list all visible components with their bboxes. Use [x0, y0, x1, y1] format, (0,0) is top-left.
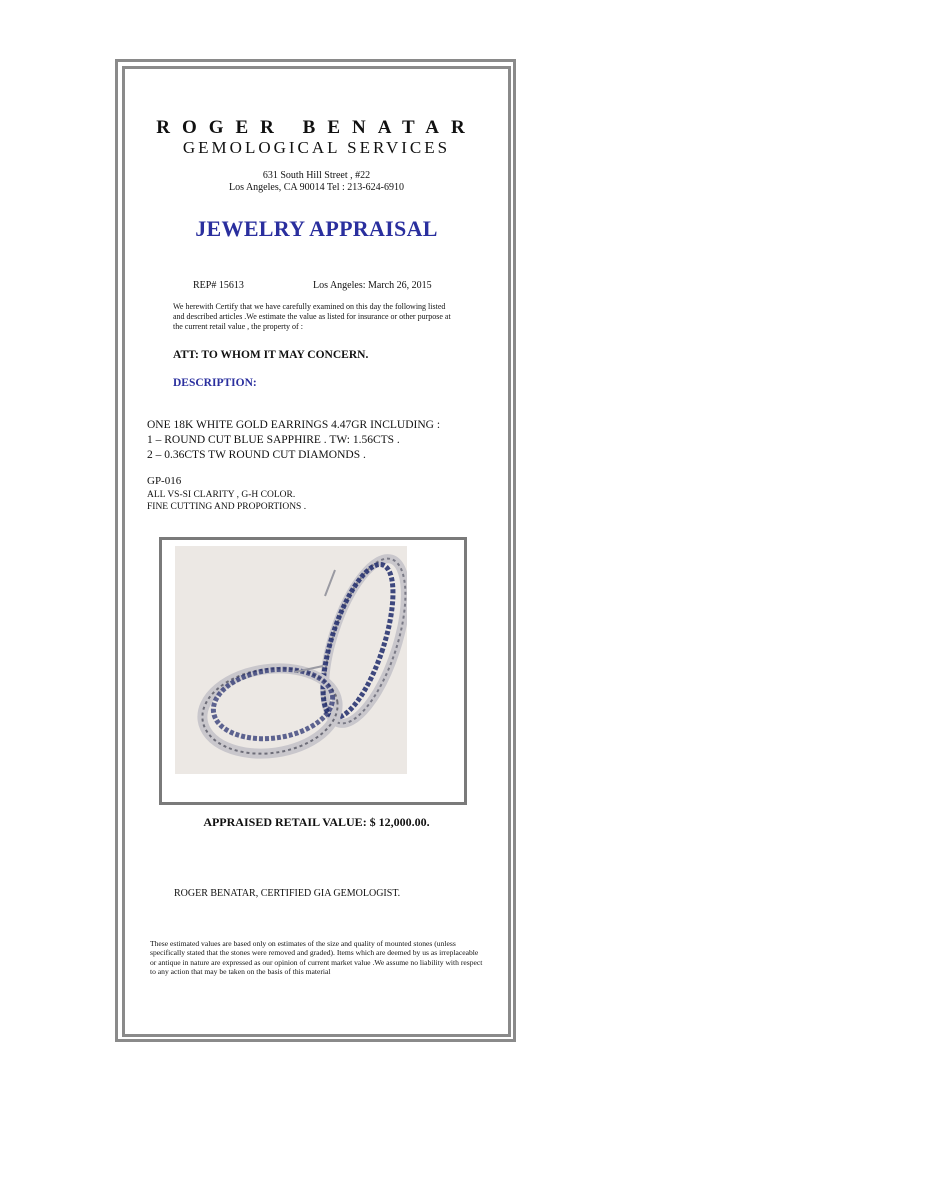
item-code: GP-016: [147, 475, 182, 487]
clarity-line: ALL VS-SI CLARITY , G-H COLOR.: [147, 490, 296, 500]
cutting-line: FINE CUTTING AND PROPORTIONS .: [147, 502, 307, 512]
appraised-value: APPRAISED RETAIL VALUE: $ 12,000.00.: [203, 815, 430, 829]
item-description: [147, 418, 440, 463]
description-heading: DESCRIPTION:: [173, 377, 257, 389]
item-line-2: 1 – ROUND CUT BLUE SAPPHIRE . TW: 1.56CTS .: [147, 434, 400, 446]
attention-line: ATT: TO WHOM IT MAY CONCERN.: [173, 349, 369, 361]
company-name: ROGER BENATAR: [156, 117, 477, 138]
earrings-photo: [175, 546, 407, 774]
place-date: Los Angeles: March 26, 2015: [313, 280, 432, 291]
company-subtitle: GEMOLOGICAL SERVICES: [182, 138, 451, 157]
address-line-2: Los Angeles, CA 90014 Tel : 213-624-6910: [229, 182, 404, 193]
document-title: JEWELRY APPRAISAL: [195, 216, 438, 241]
report-number: REP# 15613: [193, 280, 244, 291]
gemologist-signature: ROGER BENATAR, CERTIFIED GIA GEMOLOGIST.: [174, 888, 401, 899]
address-line-1: 631 South Hill Street , #22: [262, 170, 371, 181]
earrings-illustration: [175, 546, 407, 774]
item-line-1: ONE 18K WHITE GOLD EARRINGS 4.47GR INCLUDING :: [147, 419, 441, 431]
disclaimer-text: These estimated values are based only on estimates of the size and quality of mounted stones (unless specifically stated that the stones were removed and graded). Items which are deemed by us as irreplaceable or antique in nature are expressed as our opinion of current market value .We assume no liability with respect to any action that may be taken on the basis of this material: [150, 939, 483, 977]
certification-text: We herewith Certify that we have carefully examined on this day the following listed and described articles .We estimate the value as listed for insurance or other purpose at the current retail value , the property of :: [173, 302, 451, 331]
item-grading: [147, 489, 306, 513]
item-line-3: 2 – 0.36CTS TW ROUND CUT DIAMONDS .: [147, 449, 366, 461]
